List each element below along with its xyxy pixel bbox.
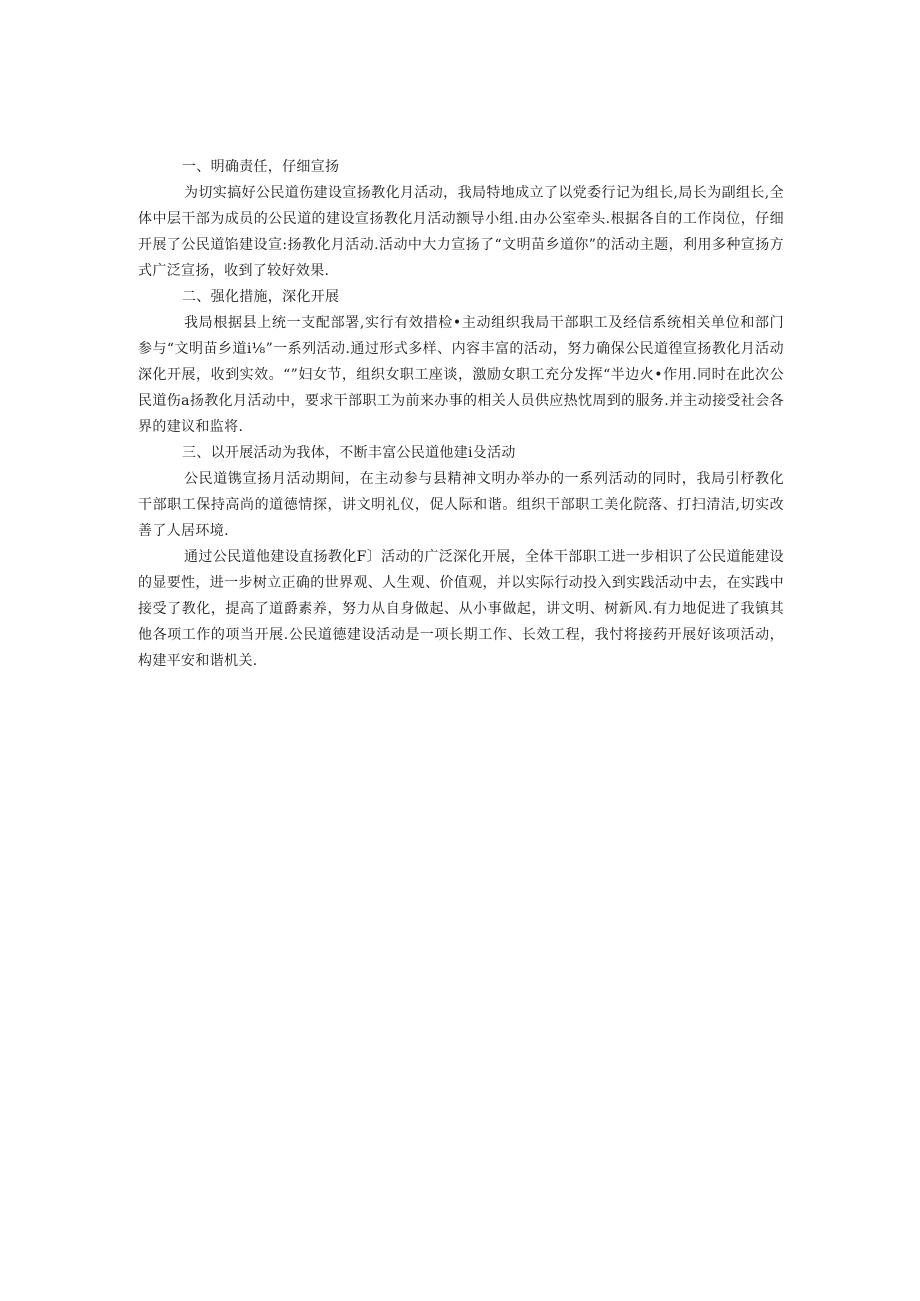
section-heading-2: 二、强化措施，深化开展 bbox=[182, 289, 340, 305]
section-heading-3: 三、以开展活动为我体，不断丰富公民道他建i殳活动 bbox=[182, 445, 516, 461]
section-heading-1: 一、明确责任，仔细宣扬 bbox=[182, 159, 340, 175]
section-paragraph-3: 公民道镌宣扬月活动期间，在主动参与县精神文明办举办的一系列活动的同时，我局引杼教化干部职工保持高尚的道德情探，讲文明礼仪，促人际和谐。组织干部职工美化院落、打扫清洁,切实改善了人居环境. bbox=[138, 471, 784, 539]
document-body bbox=[138, 154, 784, 674]
conclusion-paragraph: 通过公民道他建设直扬教化F〕活动的广泛深化开展，全体干部职工进一步相识了公民道能建设的显要性，进一步树立正确的世界观、人生观、价值观，并以实际行动投入到实践活动中去，在实践中接受了教化，提高了道爵素养，努力从自身做起、从小事做起，讲文明、树新风.有力地促进了我镇其他各项工作的项当开展.公民道德建设活动是一项长期工作、长效工程，我忖将接药开展好该项活动，构建平安和谐机关. bbox=[138, 549, 784, 669]
section-paragraph-2: 我局根据县上统一支配部署,实行有效措检•主动组织我局干部职工及经信系统相关单位和部门参与“文明苗乡道i⅛”一系列活动.通过形式多样、内容丰富的活动，努力确保公民道徨宣扬教化月活动深化开展，收到实效。“”妇女节，组织女职工座谈，激励女职工充分发挥“半边火•作用.同时在此次公民道伤a扬教化月活动中，要求干部职工为前来办事的相关人员供应热忱周到的服务.并主动接受社会各界的建议和监将. bbox=[138, 315, 784, 435]
section-paragraph-1: 为切实搞好公民道伤建设宣扬教化月活动，我局特地成立了以党委行记为组长,局长为副组长,全体中层干部为成员的公民道的建设宣扬教化月活动额导小组.由办公室牵头.根据各自的工作岗位，仔细开展了公民道馅建设宣:扬教化月活动.活动中大力宣扬了“文明苗乡道你”的活动主题，利用多种宣扬方式广泛宣扬，收到了较好效果. bbox=[138, 185, 784, 279]
